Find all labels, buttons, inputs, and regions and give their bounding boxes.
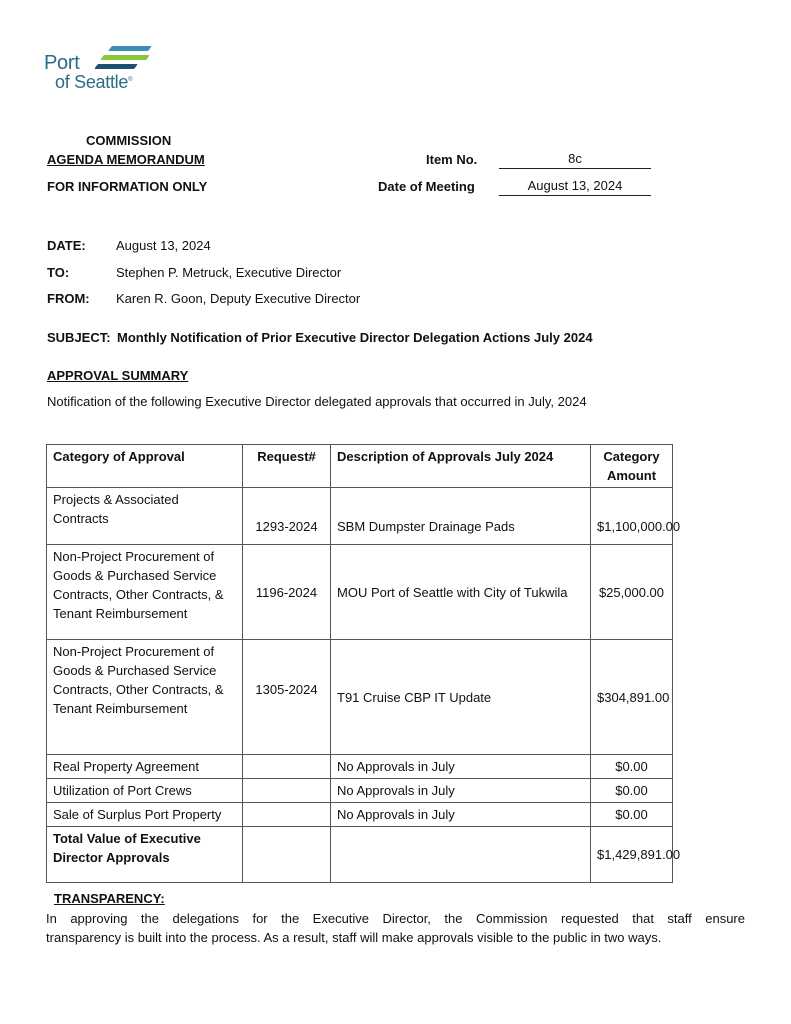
item-no-label: Item No. [426, 152, 478, 167]
logo-stripe-blue [108, 46, 152, 51]
table-row [47, 545, 673, 640]
cell-request [243, 779, 331, 803]
cell-amount: $304,891.00 [591, 640, 673, 755]
item-no-value: 8c [499, 151, 651, 169]
cell-description: SBM Dumpster Drainage Pads [331, 488, 591, 545]
table-row [47, 488, 673, 545]
to-label: TO: [47, 265, 70, 280]
date-value: August 13, 2024 [116, 238, 211, 253]
for-information-only-label: FOR INFORMATION ONLY [47, 179, 208, 194]
cell-category: Non-Project Procurement of Goods & Purchased Service Contracts, Other Contracts, & Tenant Reimbursement [47, 545, 243, 640]
logo-text-port: Port [44, 52, 80, 74]
transparency-paragraph-line2: transparency is built into the process. As a result, staff will make approvals visible to the public in two ways. [46, 930, 662, 945]
approval-summary-heading: APPROVAL SUMMARY [47, 368, 189, 383]
cell-amount: $0.00 [591, 803, 673, 827]
cell-request [243, 803, 331, 827]
cell-category: Utilization of Port Crews [47, 779, 243, 803]
cell-description: T91 Cruise CBP IT Update [331, 640, 591, 755]
table-row [47, 803, 673, 827]
date-of-meeting-value: August 13, 2024 [499, 178, 651, 196]
logo-stripe-navy [94, 64, 138, 69]
cell-request: 1293-2024 [243, 488, 331, 545]
subject-value: Monthly Notification of Prior Executive Director Delegation Actions July 2024 [117, 330, 593, 345]
logo-text-of-seattle [55, 72, 132, 93]
port-of-seattle-logo [44, 44, 154, 94]
from-label: FROM: [47, 291, 90, 306]
table-header-row [47, 445, 673, 488]
header-description: Description of Approvals July 2024 [331, 445, 591, 488]
cell-request [243, 755, 331, 779]
transparency-heading: TRANSPARENCY: [54, 891, 165, 906]
transparency-paragraph-line1: In approving the delegations for the Executive Director, the Commission requested that staff ensure [46, 911, 745, 926]
logo-stripe-green [100, 55, 150, 60]
cell-description: No Approvals in July [331, 803, 591, 827]
date-label: DATE: [47, 238, 86, 253]
table-row [47, 755, 673, 779]
registered-mark: ® [128, 77, 133, 83]
cell-category: Sale of Surplus Port Property [47, 803, 243, 827]
header-amount: Category Amount [591, 445, 673, 488]
logo-of-seattle-label: of Seattle [55, 72, 129, 92]
header-category: Category of Approval [47, 445, 243, 488]
table-total-row [47, 827, 673, 883]
cell-amount: $0.00 [591, 755, 673, 779]
cell-description: No Approvals in July [331, 755, 591, 779]
cell-amount: $25,000.00 [591, 545, 673, 640]
cell-category: Real Property Agreement [47, 755, 243, 779]
commission-label: COMMISSION [86, 133, 172, 148]
from-value: Karen R. Goon, Deputy Executive Director [116, 291, 361, 306]
cell-category: Non-Project Procurement of Goods & Purchased Service Contracts, Other Contracts, & Tenant Reimbursement [47, 640, 243, 755]
approvals-table [46, 444, 681, 883]
approval-summary-intro: Notification of the following Executive Director delegated approvals that occurred in July, 2024 [47, 394, 587, 409]
cell-request: 1196-2024 [243, 545, 331, 640]
cell-amount: $0.00 [591, 779, 673, 803]
header-request: Request# [243, 445, 331, 488]
cell-request: 1305-2024 [243, 640, 331, 755]
total-label: Total Value of Executive Director Approvals [47, 827, 243, 883]
table-row [47, 640, 673, 755]
total-description-empty [331, 827, 591, 883]
table-row [47, 779, 673, 803]
agenda-memorandum-label: AGENDA MEMORANDUM [47, 152, 205, 167]
date-of-meeting-label: Date of Meeting [378, 179, 475, 194]
total-amount: $1,429,891.00 [591, 827, 673, 883]
total-request-empty [243, 827, 331, 883]
cell-description: No Approvals in July [331, 779, 591, 803]
cell-category: Projects & Associated Contracts [47, 488, 243, 545]
to-value: Stephen P. Metruck, Executive Director [116, 265, 342, 280]
subject-label: SUBJECT: [47, 330, 111, 345]
cell-amount: $1,100,000.00 [591, 488, 673, 545]
cell-description: MOU Port of Seattle with City of Tukwila [331, 545, 591, 640]
